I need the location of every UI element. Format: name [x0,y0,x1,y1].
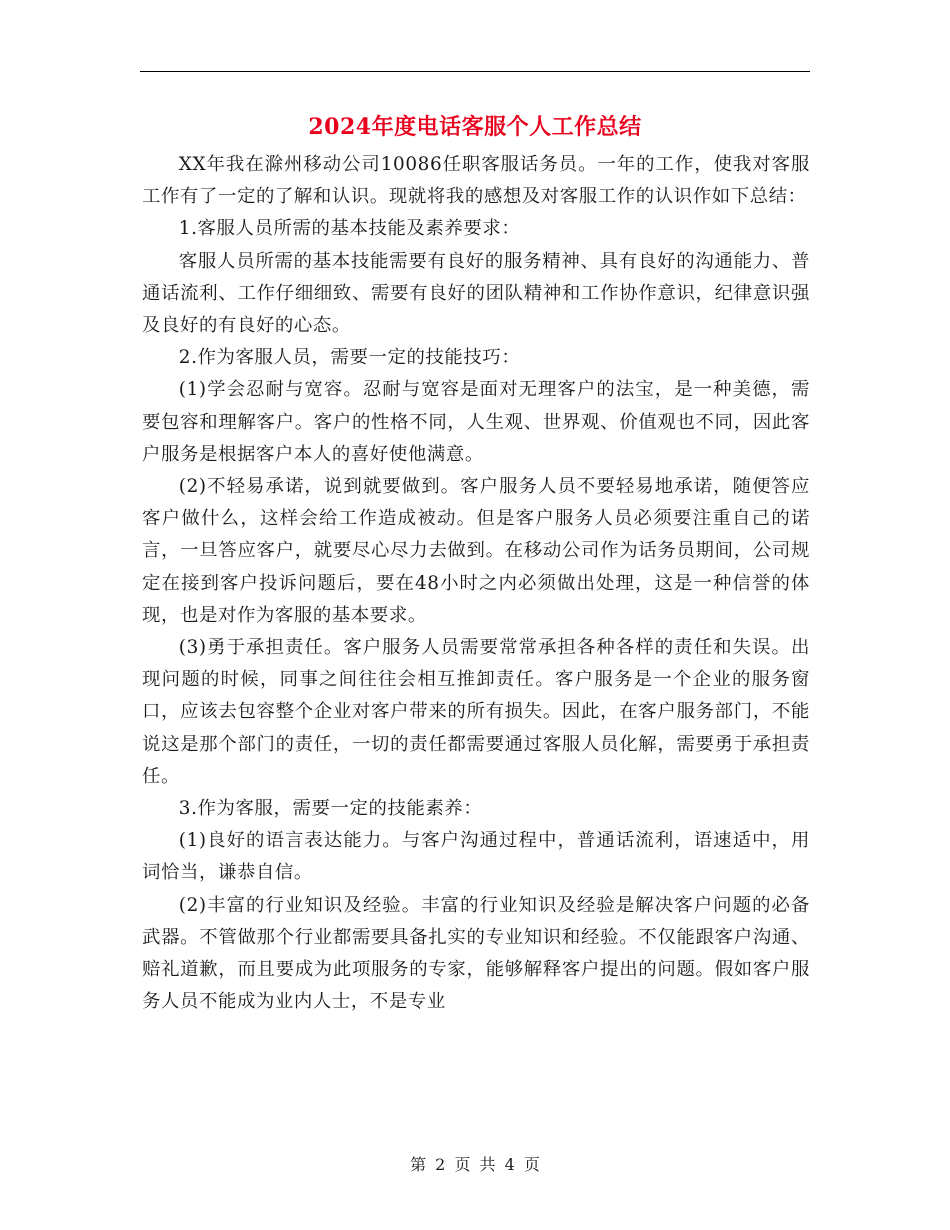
paragraph-skills: 客服人员所需的基本技能需要有良好的服务精神、具有良好的沟通能力、普通话流利、工作仔细细致、需要有良好的团队精神和工作协作意识，纪律意识强及良好的有良好的心态。 [142,250,810,337]
paragraph-promise: (2)不轻易承诺，说到就要做到。客户服务人员不要轻易地承诺，随便答应客户做什么，这样会给工作造成被动。但是客户服务人员必须要注重自己的诺言，一旦答应客户，就要尽心尽力去做到。在移动公司作为话务员期间，公司规定在接到客户投诉问题后，要在48小时之内必须做出处理，这是一种信誉的体现，也是对作为客服的基本要求。 [142,476,810,626]
section-heading-1: 1.客服人员所需的基本技能及素养要求： [178,218,521,240]
paragraph-intro: XX年我在滁州移动公司10086任职客服话务员。一年的工作，使我对客服工作有了一定的了解和认识。现就将我的感想及对客服工作的认识作如下总结： [142,154,810,208]
document-body [142,149,810,1018]
paragraph-language: (1)良好的语言表达能力。与客户沟通过程中，普通话流利，语速适中，用词恰当，谦恭自信。 [142,830,810,884]
page-number: 第 2 页 共 4 页 [410,1155,540,1174]
paragraph-knowledge: (2)丰富的行业知识及经验。丰富的行业知识及经验是解决客户问题的必备武器。不管做那个行业都需要具备扎实的专业知识和经验。不仅能跟客户沟通、赔礼道歉，而且要成为此项服务的专家，能够解释客户提出的问题。假如客户服务人员不能成为业内人士，不是专业 [142,894,810,1013]
section-heading-3: 3.作为客服，需要一定的技能素养： [178,798,483,820]
section-heading-2: 2.作为客服人员，需要一定的技能技巧： [178,347,521,369]
header-rule [140,71,810,72]
paragraph-patience: (1)学会忍耐与宽容。忍耐与宽容是面对无理客户的法宝，是一种美德，需要包容和理解客户。客户的性格不同，人生观、世界观、价值观也不同，因此客户服务是根据客户本人的喜好使他满意。 [142,379,810,465]
paragraph-responsibility: (3)勇于承担责任。客户服务人员需要常常承担各种各样的责任和失误。出现问题的时候，同事之间往往会相互推卸责任。客户服务是一个企业的服务窗口，应该去包容整个企业对客户带来的所有损失。因此，在客户服务部门，不能说这是那个部门的责任，一切的责任都需要通过客服人员化解，需要勇于承担责任。 [142,637,810,787]
document-title: 2024年度电话客服个人工作总结 [308,114,642,140]
